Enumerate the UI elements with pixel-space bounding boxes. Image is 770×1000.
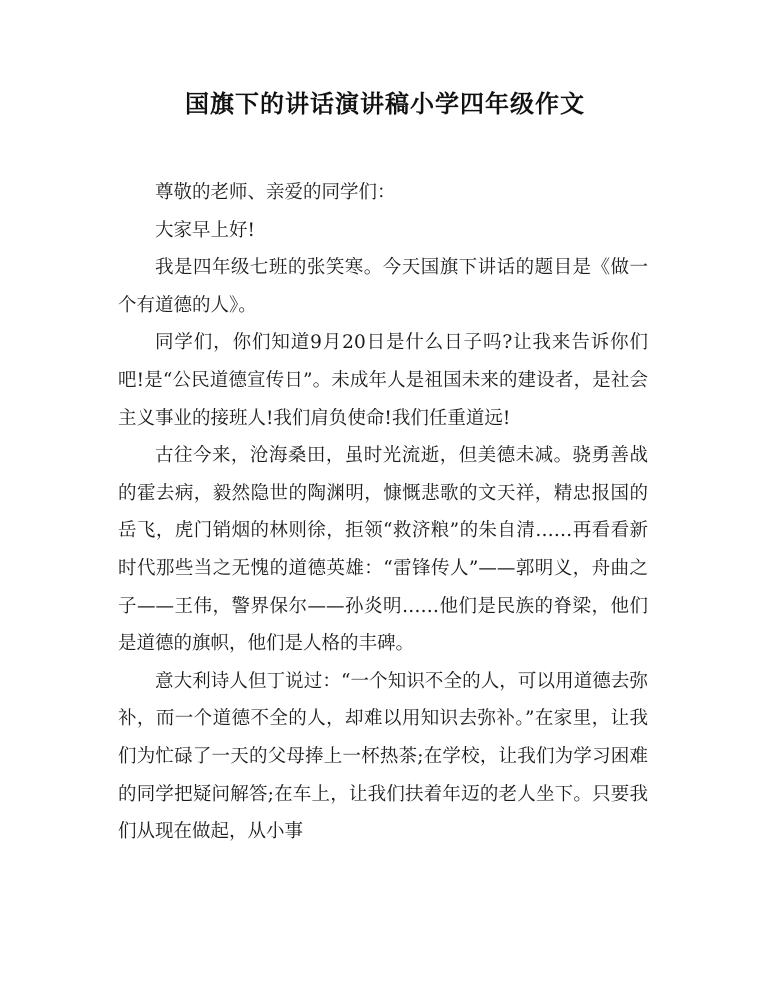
paragraph-moral-heroes: 古往今来，沧海桑田，虽时光流逝，但美德未减。骁勇善战的霍去病，毅然隐世的陶渊明，慷慨悲歌的文天祥，精忠报国的岳飞，虎门销烟的林则徐，拒领“救济粮”的朱自清……再看看新时代那些当之无愧的道德英雄：“雷锋传人”——郭明义，舟曲之子——王伟，警界保尔——孙炎明……他们是民族的脊梁，他们是道德的旗帜，他们是人格的丰碑。 (118, 445, 648, 655)
paragraph-salutation: 尊敬的老师、亲爱的同学们： (155, 182, 396, 203)
document-body (118, 174, 648, 851)
document-title: 国旗下的讲话演讲稿小学四年级作文 (185, 90, 585, 118)
paragraph-greeting: 大家早上好! (155, 219, 255, 241)
paragraph-civic-day: 同学们，你们知道9月20日是什么日子吗?让我来告诉你们吧!是“公民道德宣传日”。未成年人是祖国未来的建设者，是社会主义事业的接班人!我们肩负使命!我们任重道远! (118, 332, 648, 429)
paragraph-introduction: 我是四年级七班的张笑寒。今天国旗下讲话的题目是《做一个有道德的人》。 (118, 257, 648, 316)
paragraph-dante-quote: 意大利诗人但丁说过：“一个知识不全的人，可以用道德去弥补，而一个道德不全的人，却难以用知识去弥补。”在家里，让我们为忙碌了一天的父母捧上一杯热茶;在学校，让我们为学习困难的同学把疑问解答;在车上，让我们扶着年迈的老人坐下。只要我们从现在做起，从小事 (118, 670, 648, 843)
